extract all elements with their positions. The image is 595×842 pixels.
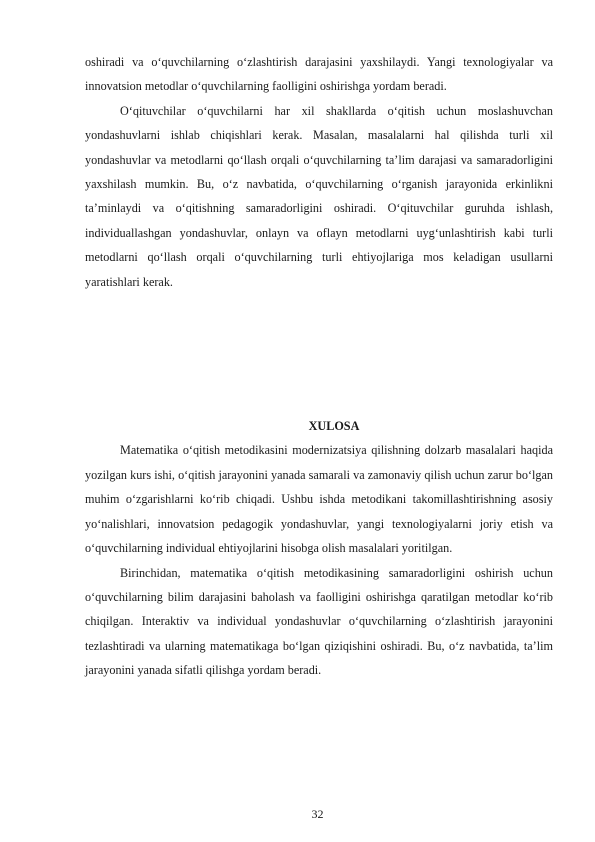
conclusion-paragraph: Birinchidan, matematika o‘qitish metodikasining samaradorligini oshirish uchun o‘quvchilarning bilim darajasini baholash va faolligini oshirishga qaratilgan metodlar ko‘rib chiqilgan. Interaktiv va individual yondashuvlar o‘quvchilarning o‘zlashtirish jarayonini tezlashtiradi va ularning matematikaga bo‘lgan qiziqishini oshiradi. Bu, o‘z navbatida, ta’lim jarayonini yanada sifatli qilishga yordam beradi. [85,565,553,678]
section-heading: XULOSA [308,419,360,434]
page-number: 32 [311,807,324,821]
document-page [85,50,553,683]
body-paragraph: O‘qituvchilar o‘quvchilarni har xil shakllarda o‘qitish uchun moslashuvchan yondashuvlarni ishlab chiqishlari kerak. Masalan, masalalarni hal qilishda turli xil yondashuvlar va metodlarni qo‘llash orqali o‘quvchilarning ta’lim darajasi va samaradorligini yaxshilash mumkin. Bu, o‘z navbatida, o‘quvchilarning o‘rganish jarayonida erkinlikni ta’minlaydi va o‘qitishning samaradorligini oshiradi. O‘qituvchilar guruhda ishlash, individuallashgan yondashuvlar, onlayn va oflayn metodlarni uyg‘unlashtirish kabi turli metodlarni qo‘llash orqali o‘quvchilarning turli ehtiyojlariga mos keladigan usullarni yaratishlari kerak. [85,103,553,289]
blank-space [85,294,553,414]
conclusion-paragraph: Matematika o‘qitish metodikasini modernizatsiya qilishning dolzarb masalalari haqida yozilgan kurs ishi, o‘qitish jarayonini yanada samarali va zamonaviy qilish uchun zarur bo‘lgan muhim o‘zgarishlarni ko‘rib chiqadi. Ushbu ishda metodikani takomillashtirishning asosiy yo‘nalishlari, innovatsion pedagogik yondashuvlar, yangi texnologiyalarni joriy etish va o‘quvchilarning individual ehtiyojlarini hisobga olish masalalari yoritilgan. [85,443,553,556]
body-paragraph-continued: oshiradi va o‘quvchilarning o‘zlashtirish darajasini yaxshilaydi. Yangi texnologiyalar va innovatsion metodlar o‘quvchilarning faolligini oshirishga yordam beradi. [85,55,553,94]
